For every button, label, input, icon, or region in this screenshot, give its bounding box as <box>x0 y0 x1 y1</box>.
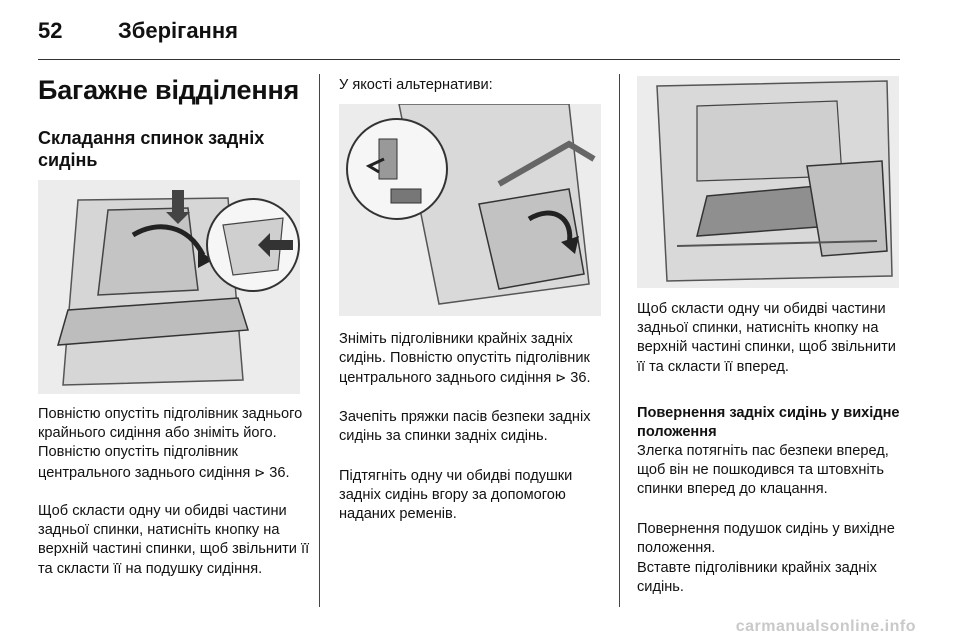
paragraph-7: Злегка потягніть пас безпеки вперед, щоб він не пошкодився та штовхніть спинки вперед до клацання. <box>637 443 889 498</box>
running-title: Зберігання <box>118 18 238 43</box>
paragraph-3: Зніміть підголівники крайніх задніх сидінь. Повністю опустіть підголівник центрального заднього сидіння ⊳ 36. <box>339 331 591 387</box>
paragraph-intro: У якості альтернативи: <box>339 77 493 93</box>
subheading-return-seats: Повернення задніх сидінь у вихідне положення <box>637 405 900 441</box>
paragraph-6: Щоб скласти одну чи обидві частини задньої спинки, натисніть кнопку на верхній частині спинки, щоб звільнити її та скласти її вперед. <box>637 301 896 375</box>
paragraph-5: Підтягніть одну чи обидві подушки задніх сидінь вгору за допомогою наданих ременів. <box>339 468 573 523</box>
paragraph-1: Повністю опустіть підголівник заднього крайнього сидіння або зніміть його. Повністю опустіть підголівник центрального заднього сидіння ⊳ 36. <box>38 406 303 481</box>
section-title: Багажне відділення <box>38 75 300 105</box>
header-rule <box>38 59 900 60</box>
illustration-lift-cushion <box>339 104 601 316</box>
paragraph-9: Вставте підголівники крайніх задніх сидінь. <box>637 560 877 596</box>
illustration-fold-seatback <box>38 180 300 394</box>
illustration-folded-seats <box>637 76 899 288</box>
paragraph-8: Повернення подушок сидінь у вихідне положення. <box>637 521 895 557</box>
page-number: 52 <box>38 18 63 43</box>
column-divider-1 <box>319 74 320 607</box>
reference-icon: ⊳ <box>254 464 266 480</box>
reference-icon: ⊳ <box>555 370 567 386</box>
paragraph-2: Щоб скласти одну чи обидві частини задньої спинки, натисніть кнопку на верхній частині спинки, щоб звільнити її та скласти її на подушку сидіння. <box>38 503 310 577</box>
page-header <box>38 14 900 54</box>
watermark: carmanualsonline.info <box>735 618 916 635</box>
section-subtitle: Складання спинок задніх сидінь <box>38 128 265 170</box>
paragraph-4: Зачепіть пряжки пасів безпеки задніх сидінь за спинки задніх сидінь. <box>339 409 591 445</box>
column-divider-2 <box>619 74 620 607</box>
